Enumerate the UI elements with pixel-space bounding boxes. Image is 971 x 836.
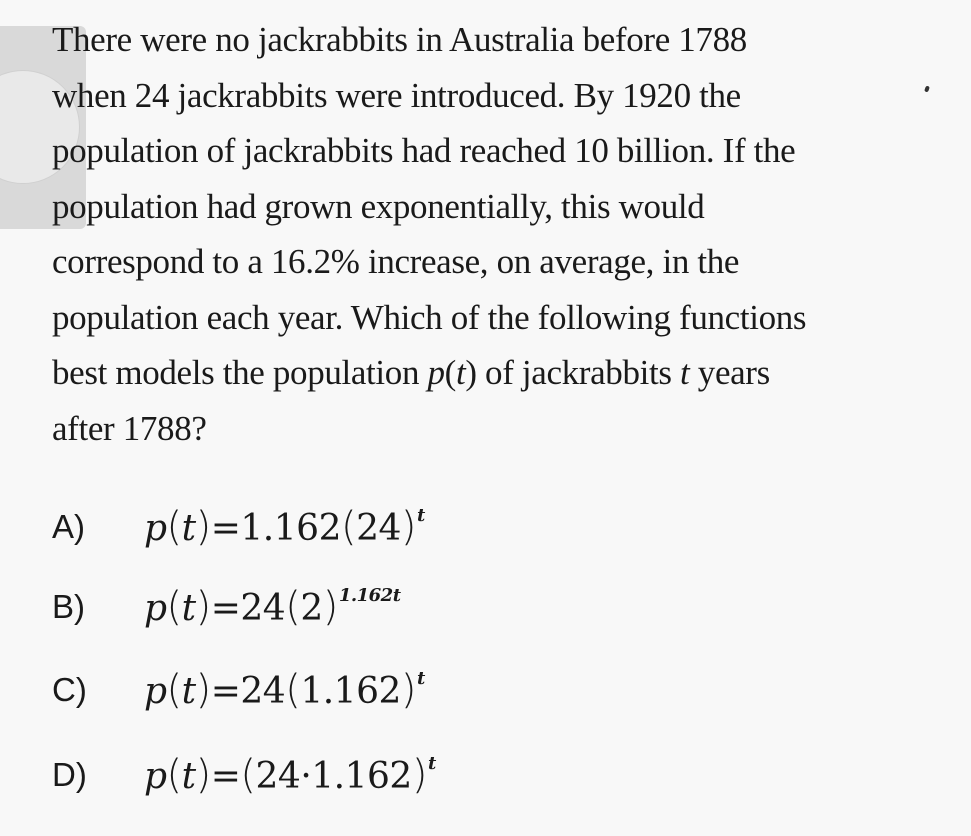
variable: t xyxy=(455,353,466,392)
base: 1.162 xyxy=(300,671,401,712)
paren-open: ( xyxy=(285,584,301,630)
paren-open: ( xyxy=(166,504,182,550)
variable: t xyxy=(181,588,196,629)
question-line: There were no jackrabbits in Australia before 1788 xyxy=(52,20,747,59)
paren-close: ) xyxy=(322,584,338,630)
choice-letter: B) xyxy=(52,588,85,625)
question-line: population each year. Which of the following functions xyxy=(52,297,807,337)
choice-letter: D) xyxy=(52,756,87,793)
paren-open: ( xyxy=(166,584,182,630)
question-text-fragment: years xyxy=(689,353,770,392)
coefficient: 24 xyxy=(240,588,286,629)
paren-close: ) xyxy=(400,667,416,713)
equals-sign: = xyxy=(210,756,241,797)
question-line: population had grown exponentially, this would xyxy=(52,186,705,226)
function-name: p xyxy=(427,353,445,392)
coefficient: 24 xyxy=(240,671,286,712)
question-line xyxy=(52,345,957,401)
variable: t xyxy=(181,756,196,797)
question-line: correspond to a 16.2% increase, on average, in the xyxy=(52,242,740,281)
paren-close: ) xyxy=(195,667,211,713)
base: 24 xyxy=(356,508,401,549)
variable: t xyxy=(680,353,690,392)
paren-open: ( xyxy=(444,353,456,392)
choice-formula xyxy=(144,504,425,550)
variable: t xyxy=(181,508,196,549)
equals-sign: = xyxy=(210,588,241,629)
exponent: t xyxy=(427,753,436,774)
choice-formula xyxy=(144,667,425,713)
choice-formula xyxy=(144,752,436,798)
exponent: 1.162t xyxy=(338,585,401,606)
base: 24·1.162 xyxy=(255,756,412,797)
paren-close: ) xyxy=(195,504,211,550)
question-line: population of jackrabbits had reached 10 billion. If the xyxy=(52,131,796,170)
function-name: p xyxy=(144,588,167,629)
choice-formula xyxy=(144,584,401,630)
function-name: p xyxy=(144,756,167,797)
coefficient: 1.162 xyxy=(240,508,341,549)
equals-sign: = xyxy=(210,508,241,549)
paren-close: ) xyxy=(465,353,477,392)
exponent: t xyxy=(417,668,425,689)
paren-open: ( xyxy=(240,752,256,798)
question-text-fragment: best models the population xyxy=(52,353,428,392)
paren-close: ) xyxy=(411,752,427,798)
function-name: p xyxy=(144,508,167,549)
paren-open: ( xyxy=(285,667,301,713)
paren-close: ) xyxy=(195,584,211,630)
paren-open: ( xyxy=(340,504,357,550)
choice-letter: A) xyxy=(52,508,85,545)
choice-letter: C) xyxy=(52,671,87,708)
function-name: p xyxy=(144,671,167,712)
paren-open: ( xyxy=(166,752,182,798)
base: 2 xyxy=(300,588,323,629)
paren-open: ( xyxy=(166,667,182,713)
paren-close: ) xyxy=(400,504,416,550)
variable: t xyxy=(181,671,196,712)
question-text-fragment: of jackrabbits xyxy=(476,353,681,392)
exponent: t xyxy=(417,505,425,526)
paren-close: ) xyxy=(195,752,211,798)
question-line: after 1788? xyxy=(52,408,207,448)
question-line: when 24 jackrabbits were introduced. By 1920 the xyxy=(52,75,741,115)
question-text xyxy=(52,12,957,456)
equals-sign: = xyxy=(210,671,241,712)
